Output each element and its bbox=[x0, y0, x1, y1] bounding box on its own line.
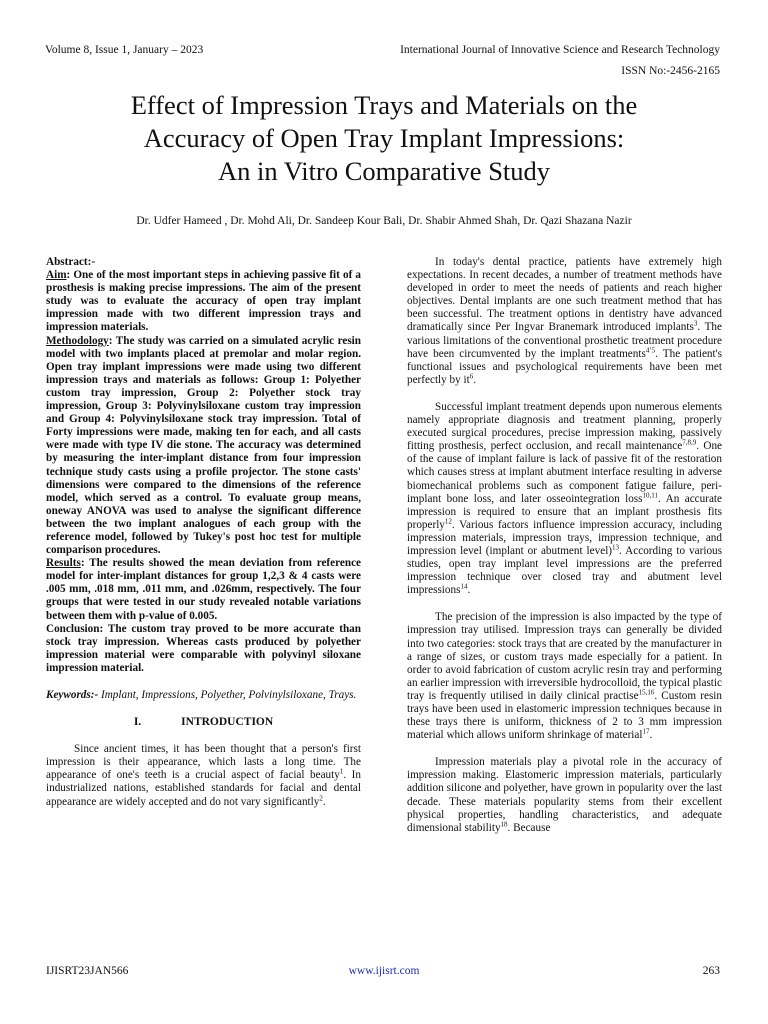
aim-label: Aim bbox=[46, 269, 67, 282]
left-column bbox=[46, 256, 361, 823]
paragraph-text: . Custom resin trays have been used in elastomeric impression techniques because in these trays there is uniform, thickness of 2 to 3 mm impression material which allows uniform shrinkage of material bbox=[407, 689, 722, 742]
title-line: An in Vitro Comparative Study bbox=[217, 156, 551, 186]
citation: 3 bbox=[693, 319, 698, 328]
paper-title bbox=[40, 89, 728, 188]
paragraph-text: . The various limitations of the conventional prosthetic treatment procedure have been circumvented by the implant treatments bbox=[407, 321, 722, 360]
citation: 1 bbox=[339, 767, 344, 776]
paragraph-text: . Various factors influence impression accuracy, including impression materials, impression trays, impression technique, and impression level (implant or abutment level) bbox=[407, 518, 722, 557]
keywords bbox=[46, 689, 361, 702]
body-paragraph bbox=[407, 611, 722, 742]
body-paragraph bbox=[407, 256, 722, 387]
citation: 17 bbox=[642, 727, 650, 736]
body-paragraph bbox=[407, 756, 722, 835]
citation: 13 bbox=[612, 543, 620, 552]
results-label: Results bbox=[46, 557, 81, 570]
article-code: IJISRT23JAN566 bbox=[46, 965, 129, 977]
paragraph-text: Successful implant treatment depends upon numerous elements namely appropriate diagnosis and treatment planning, properly executed surgical procedures, precise impression making, passively fitting prosthesis, perfect occlusion, and recall maintenance bbox=[407, 400, 722, 453]
paragraph-text: . Because bbox=[507, 821, 551, 834]
journal-url-link[interactable]: www.ijisrt.com bbox=[348, 965, 420, 977]
issn: ISSN No:-2456-2165 bbox=[621, 65, 720, 77]
title-line: Effect of Impression Trays and Materials on the bbox=[130, 90, 638, 120]
page-number: 263 bbox=[702, 965, 720, 977]
right-column bbox=[407, 256, 722, 849]
citation: 14 bbox=[460, 582, 468, 591]
section-title: INTRODUCTION bbox=[181, 716, 274, 729]
abstract-heading: Abstract:- bbox=[46, 256, 96, 268]
paragraph-text: . The patient's functional issues and psychological requirements have been met perfectly by it bbox=[407, 347, 722, 386]
paragraph-text: The precision of the impression is also impacted by the type of impression tray utilised. Impression trays can generally be divided into two categories: stock trays that are created by the manufacturer in a range of sizes, or custom trays made especially for a patient. In order to avoid fabrication of custom acrylic resin tray and performing an earlier impression with irreversible hydrocolloid, the typical plastic tray is frequently utilised in daily clinical practise bbox=[407, 611, 722, 702]
paragraph-text: In today's dental practice, patients have extremely high expectations. In recent decades, a number of treatment methods have developed in order to meet the needs of patients and reach higher objectives. Dental implants are one such treatment method that has been successful. The treatment options in dentistry have advanced dramatically since Per Ingvar Branemark introduced implants bbox=[407, 256, 722, 334]
keywords-label: Keywords:- bbox=[46, 689, 99, 701]
paragraph-text: . bbox=[473, 373, 477, 386]
paragraph-text: . One of the cause of implant failure is lack of passive fit of the restoration which causes stress at implant abutment interface resulting in adverse biomechanical problems such as component fatigue failure, peri-implant bone loss, and later osseointegration loss bbox=[407, 440, 723, 505]
abstract-block bbox=[46, 256, 361, 675]
paragraph-text: Impression materials play a pivotal role in the accuracy of impression making. Elastomeric impression materials, particularly addition silicone and polyether, have grown in popularity over the last decade. These materials popularity stems from their excellent physical properties, handling characteristics, and adequate dimensional stability bbox=[407, 756, 722, 834]
citation: 4’5 bbox=[645, 345, 656, 354]
conclusion-text: The custom tray proved to be more accurate than stock tray impression. Whereas casts produced by polyether impression material were comparable with polyvinyl siloxane impression material. bbox=[46, 622, 361, 674]
aim-text: : One of the most important steps in achieving passive fit of a prosthesis is making precise impressions. The aim of the present study was to evaluate the accuracy of open tray implant impression made with two different impression trays and impression materials. bbox=[46, 269, 361, 334]
citation: 12 bbox=[444, 517, 452, 526]
paragraph-text: . bbox=[322, 795, 326, 808]
paragraph-text: . An accurate impression is required to ensure that an implant prosthesis fits properly bbox=[407, 492, 722, 531]
paragraph-text: . In industrialized nations, established standards for facial and dental appearance are widely accepted and do not vary significantly bbox=[46, 769, 361, 808]
section-heading-introduction bbox=[46, 716, 361, 729]
citation: 10,11 bbox=[642, 490, 659, 499]
citation: 7,8,9 bbox=[682, 438, 697, 447]
volume-issue: Volume 8, Issue 1, January – 2023 bbox=[45, 44, 204, 56]
author-list: Dr. Udfer Hameed , Dr. Mohd Ali, Dr. Sandeep Kour Bali, Dr. Shabir Ahmed Shah, Dr. Qazi Shazana Nazir bbox=[136, 215, 632, 227]
intro-paragraph bbox=[46, 743, 361, 808]
body-paragraph bbox=[407, 401, 722, 597]
paragraph-text: . bbox=[649, 729, 653, 742]
keywords-text: Implant, Impressions, Polyether, Polvinylsiloxane, Trays. bbox=[98, 689, 357, 701]
citation: 15,16 bbox=[638, 688, 655, 697]
results-text: : The results showed the mean deviation from reference model for inter-implant distances for group 1,2,3 & 4 casts were .005 mm, .018 mm, .011 mm, and .026mm, respectively. The four groups that were tested in our study revealed notable variations between them with p-value of 0.005. bbox=[46, 557, 361, 622]
citation: 2 bbox=[319, 793, 323, 802]
journal-name: International Journal of Innovative Science and Research Technology bbox=[400, 44, 720, 56]
citation: 6 bbox=[469, 372, 474, 381]
conclusion-label: Conclusion: bbox=[46, 622, 104, 635]
citation: 18 bbox=[500, 820, 508, 829]
methodology-label: Methodology bbox=[46, 334, 109, 347]
title-line: Accuracy of Open Tray Implant Impressions: bbox=[143, 123, 625, 153]
paragraph-text: Since ancient times, it has been thought that a person's first impression is their appearance, which lasts a long time. The appearance of one's teeth is a crucial aspect of facial beauty bbox=[46, 743, 361, 782]
paragraph-text: . According to various studies, open tray implant level impressions are the preferred impression technique over closed tray and abutment level impressions bbox=[407, 544, 722, 597]
section-number: I. bbox=[133, 716, 142, 729]
paragraph-text: . bbox=[467, 584, 471, 597]
methodology-text: : The study was carried on a simulated acrylic resin model with two implants placed at premolar and molar region. Open tray implant impressions were made using two different impression trays and materials as follows: Group 1: Polyether custom tray impression, Group 2: Polyether stock tray impression, Group 3: Polyvinylsiloxane custom tray impression and Group 4: Polyvinylsiloxane stock tray impression. Total of Forty impressions were made, making ten for each, and all casts were made with type IV die stone. The accuracy was determined by measuring the inter-implant distance from four impression technique study casts using a profile projector. The stone casts' dimensions were compared to the dimensions of the reference model, which served as a control. To evaluate group means, oneway ANOVA was used to analyse the significant difference between the two implant analogues of each group with the reference model, followed by Tukey's post hoc test for multiple comparison procedures. bbox=[46, 334, 361, 557]
